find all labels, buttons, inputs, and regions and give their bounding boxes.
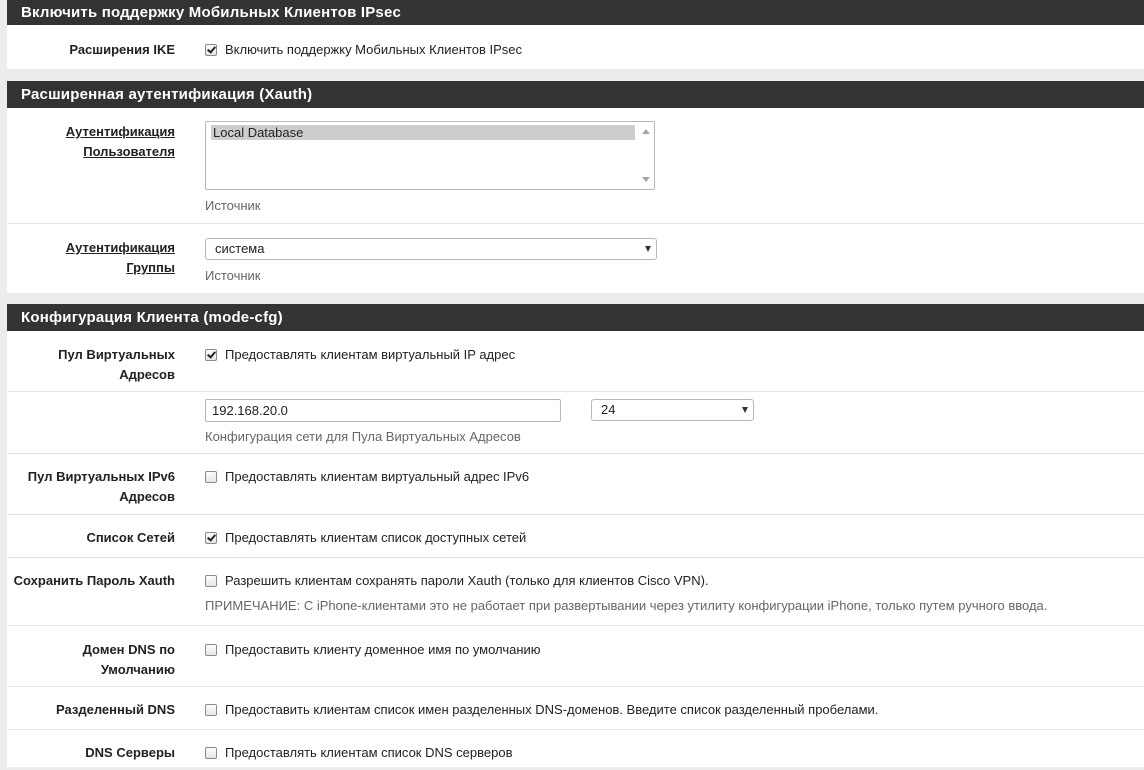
virtual-pool-ipv6-checkbox-label: Предоставлять клиентам виртуальный адрес IPv6 — [225, 469, 530, 484]
virtual-pool-label-line2: Адресов — [119, 367, 175, 382]
virtual-pool-label-line1: Пул Виртуальных — [58, 347, 175, 362]
row-network-list — [7, 515, 1144, 558]
split-dns-label: Разделенный DNS — [55, 702, 175, 717]
row-virtual-pool — [7, 331, 1144, 392]
user-auth-label-line1: Аутентификация — [65, 124, 175, 139]
panel-mode-cfg — [7, 304, 1144, 767]
group-auth-label[interactable] — [66, 238, 175, 278]
save-xauth-password-label: Сохранить Пароль Xauth — [13, 573, 175, 588]
split-dns-control[interactable] — [205, 700, 878, 720]
ike-extensions-control[interactable] — [205, 40, 522, 60]
row-save-xauth-password — [7, 558, 1144, 626]
user-auth-label-line2: Пользователя — [83, 144, 175, 159]
chevron-down-icon — [742, 407, 748, 413]
virtual-pool-help: Конфигурация сети для Пула Виртуальных Адресов — [205, 429, 521, 444]
panel-title-xauth: Расширенная аутентификация (Xauth) — [7, 81, 1144, 108]
split-dns-checkbox[interactable] — [205, 704, 217, 716]
panel-xauth — [7, 81, 1144, 293]
default-dns-domain-label — [83, 640, 175, 680]
default-dns-domain-checkbox-label: Предоставить клиенту доменное имя по умолчанию — [225, 642, 541, 657]
dns-servers-checkbox[interactable] — [205, 747, 217, 759]
group-auth-select[interactable] — [205, 238, 657, 260]
row-virtual-pool-network — [7, 392, 1144, 454]
virtual-pool-mask-select[interactable] — [591, 399, 754, 421]
panel-mobile-clients — [7, 0, 1144, 69]
virtual-pool-ipv6-checkbox[interactable] — [205, 471, 217, 483]
virtual-pool-network-input[interactable]: 192.168.20.0 — [205, 399, 561, 422]
dns-servers-control[interactable] — [205, 743, 512, 763]
group-auth-label-line2: Группы — [126, 260, 175, 275]
user-auth-option-local-database[interactable]: Local Database — [211, 125, 635, 140]
save-xauth-password-control[interactable] — [205, 571, 709, 591]
row-split-dns — [7, 687, 1144, 730]
virtual-pool-ipv6-label-line2: Адресов — [119, 489, 175, 504]
virtual-pool-checkbox-label: Предоставлять клиентам виртуальный IP адрес — [225, 347, 516, 362]
user-auth-help: Источник — [205, 198, 261, 213]
group-auth-select-value: система — [215, 241, 265, 256]
chevron-down-icon — [645, 246, 651, 252]
row-ike-extensions — [7, 25, 1144, 69]
ike-extensions-label: Расширения IKE — [69, 42, 175, 57]
dns-servers-label: DNS Серверы — [85, 745, 175, 760]
row-default-dns-domain — [7, 626, 1144, 687]
ike-enable-checkbox-label: Включить поддержку Мобильных Клиентов IPsec — [225, 42, 522, 57]
default-dns-domain-checkbox[interactable] — [205, 644, 217, 656]
network-list-label: Список Сетей — [86, 530, 175, 545]
group-auth-label-line1: Аутентификация — [65, 240, 175, 255]
network-list-checkbox[interactable] — [205, 532, 217, 544]
row-user-auth — [7, 108, 1144, 224]
split-dns-checkbox-label: Предоставить клиентам список имен разделенных DNS-доменов. Введите список разделенный пробелами. — [225, 702, 879, 717]
user-auth-listbox[interactable] — [205, 121, 655, 190]
default-dns-domain-label-line1: Домен DNS по — [82, 642, 175, 657]
row-group-auth — [7, 224, 1144, 293]
scroll-down-icon[interactable] — [642, 177, 650, 182]
network-list-checkbox-label: Предоставлять клиентам список доступных сетей — [225, 530, 527, 545]
ike-enable-checkbox[interactable] — [205, 44, 217, 56]
virtual-pool-label — [58, 345, 175, 385]
save-xauth-password-checkbox-label: Разрешить клиентам сохранять пароли Xauth (только для клиентов Cisco VPN). — [225, 573, 709, 588]
panel-title-mobile-clients: Включить поддержку Мобильных Клиентов IPsec — [7, 0, 1144, 25]
save-xauth-password-note: ПРИМЕЧАНИЕ: С iPhone-клиентами это не работает при развертывании через утилиту конфигурации iPhone, только путем ручного ввода. — [205, 598, 1048, 613]
group-auth-help: Источник — [205, 268, 261, 283]
virtual-pool-ipv6-label-line1: Пул Виртуальных IPv6 — [27, 469, 175, 484]
dns-servers-checkbox-label: Предоставлять клиентам список DNS серверов — [225, 745, 513, 760]
row-dns-servers — [7, 730, 1144, 770]
row-virtual-pool-ipv6 — [7, 454, 1144, 515]
panel-title-mode-cfg: Конфигурация Клиента (mode-cfg) — [7, 304, 1144, 331]
scroll-up-icon[interactable] — [642, 129, 650, 134]
user-auth-label[interactable] — [66, 122, 175, 162]
virtual-pool-mask-value: 24 — [601, 402, 616, 417]
listbox-scrollbar[interactable] — [640, 124, 652, 187]
virtual-pool-ipv6-control[interactable] — [205, 467, 529, 487]
virtual-pool-control[interactable] — [205, 345, 515, 365]
default-dns-domain-label-line2: Умолчанию — [100, 662, 175, 677]
default-dns-domain-control[interactable] — [205, 640, 541, 660]
virtual-pool-checkbox[interactable] — [205, 349, 217, 361]
network-list-control[interactable] — [205, 528, 526, 548]
save-xauth-password-checkbox[interactable] — [205, 575, 217, 587]
virtual-pool-ipv6-label — [28, 467, 175, 507]
